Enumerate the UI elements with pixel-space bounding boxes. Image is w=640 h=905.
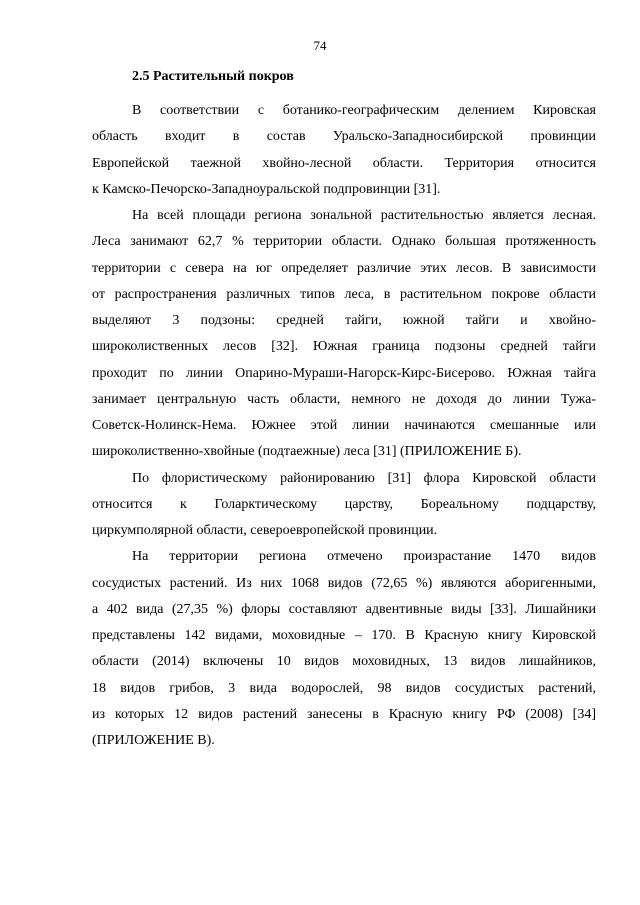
text-line: сосудистых растений. Из них 1068 видов (72,65 %) являются аборигенными, [92, 575, 596, 591]
text-line: а 402 вида (27,35 %) флоры составляют адвентивные виды [33]. Лишайники [92, 601, 596, 617]
text-line: области (2014) включены 10 видов моховидных, 13 видов лишайников, [92, 654, 596, 670]
text-line: к Камско-Печорско-Западноуральской подпровинции [31]. [92, 181, 441, 197]
text-line: представлены 142 видами, моховидные – 170. В Красную книгу Кировской [92, 628, 596, 643]
text-line: Европейской таежной хвойно-лесной области. Территория относится [92, 155, 596, 171]
text-line: выделяют 3 подзоны: средней тайги, южной тайги и хвойно- [92, 313, 596, 328]
text-line: На всей площади региона зональной растительностью является лесная. [132, 208, 596, 223]
text-line: По флористическому районированию [31] флора Кировской области [132, 470, 596, 486]
text-line: область входит в состав Уральско-Западносибирской провинции [92, 129, 596, 145]
body-text [92, 98, 596, 754]
text-line: На территории региона отмечено произрастание 1470 видов [132, 549, 596, 565]
section-heading: 2.5 Растительный покров [132, 69, 294, 84]
text-line: 18 видов грибов, 3 вида водорослей, 98 видов сосудистых растений, [92, 680, 596, 696]
text-line: В соответствии с ботанико-географическим делением Кировская [132, 103, 596, 118]
text-line: циркумполярной области, североевропейской провинции. [92, 523, 438, 538]
text-line: Леса занимают 62,7 % территории области. Однако большая протяженность [92, 234, 596, 250]
text-line: (ПРИЛОЖЕНИЕ В). [92, 733, 215, 748]
text-line: широколиственно-хвойные (подтаежные) леса [31] (ПРИЛОЖЕНИЕ Б). [92, 444, 522, 460]
text-line: относится к Голарктическому царству, Бореальному подцарству, [92, 496, 596, 512]
text-line: из которых 12 видов растений занесены в Красную книгу РФ (2008) [34] [92, 706, 596, 722]
page-number: 74 [313, 38, 327, 53]
text-line: Советск-Нолинск-Нема. Южнее этой линии начинаются смешанные или [92, 418, 596, 433]
text-line: от распространения различных типов леса, в растительном покрове области [92, 286, 596, 302]
text-line: занимает центральную часть области, немного не доходя до линии Тужа- [92, 391, 596, 407]
text-line: проходит по линии Опарино-Мураши-Нагорск-Кирс-Бисерово. Южная тайга [92, 365, 596, 381]
text-line: широколиственных лесов [32]. Южная граница подзоны средней тайги [92, 339, 596, 355]
text-line: территории с севера на юг определяет различие этих лесов. В зависимости [92, 260, 596, 276]
